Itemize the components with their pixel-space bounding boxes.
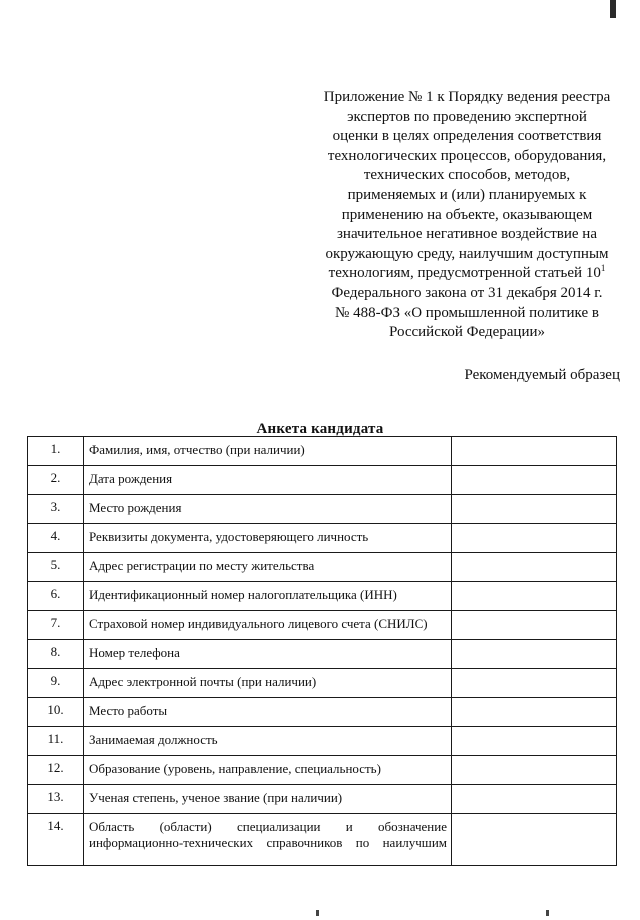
appendix-line: окружающую среду, наилучшим доступным xyxy=(325,245,609,262)
row-value-cell[interactable] xyxy=(452,582,617,611)
row-number: 10. xyxy=(28,698,84,727)
scan-speck xyxy=(316,910,319,916)
row-label: Страховой номер индивидуального лицевого счета (СНИЛС) xyxy=(84,611,452,640)
table-row xyxy=(28,611,617,640)
row-number: 2. xyxy=(28,466,84,495)
row-label: Ученая степень, ученое звание (при наличии) xyxy=(84,785,452,814)
row-value-cell[interactable] xyxy=(452,669,617,698)
appendix-line: применению на объекте, оказывающем xyxy=(341,206,593,223)
row-number: 1. xyxy=(28,437,84,466)
row-number: 3. xyxy=(28,495,84,524)
row-value-cell[interactable] xyxy=(452,785,617,814)
row-number: 14. xyxy=(28,814,84,866)
table-row xyxy=(28,669,617,698)
row-label: Адрес электронной почты (при наличии) xyxy=(84,669,452,698)
appendix-line-article xyxy=(306,264,628,284)
scan-speck xyxy=(546,910,549,916)
row-label: Место работы xyxy=(84,698,452,727)
row-label: Номер телефона xyxy=(84,640,452,669)
appendix-header xyxy=(306,88,628,343)
appendix-line: Приложение № 1 к Порядку ведения реестра xyxy=(323,89,611,105)
row-value-cell[interactable] xyxy=(452,553,617,582)
row-label-line: Область (области) специализации и обозначение xyxy=(89,819,447,834)
recommended-sample-label: Рекомендуемый образец xyxy=(464,367,620,383)
appendix-line: значительное негативное воздействие на xyxy=(337,226,597,243)
appendix-line: применяемых и (или) планируемых к xyxy=(347,186,587,203)
article-superscript: 1 xyxy=(600,263,606,274)
row-number: 9. xyxy=(28,669,84,698)
table-row xyxy=(28,698,617,727)
row-value-cell[interactable] xyxy=(452,698,617,727)
table-row xyxy=(28,495,617,524)
row-number: 5. xyxy=(28,553,84,582)
table-row xyxy=(28,727,617,756)
row-number: 7. xyxy=(28,611,84,640)
row-label: Место рождения xyxy=(84,495,452,524)
appendix-line-text: технологиям, предусмотренной статьей 10 xyxy=(328,265,601,282)
table-row xyxy=(28,640,617,669)
row-label-multiline xyxy=(84,814,452,866)
row-value-cell[interactable] xyxy=(452,495,617,524)
row-label: Дата рождения xyxy=(84,466,452,495)
row-number: 6. xyxy=(28,582,84,611)
table-row xyxy=(28,466,617,495)
appendix-line: № 488-ФЗ «О промышленной политике в xyxy=(335,304,599,321)
row-label: Занимаемая должность xyxy=(84,727,452,756)
row-number: 12. xyxy=(28,756,84,785)
row-value-cell[interactable] xyxy=(452,524,617,553)
table-row xyxy=(28,582,617,611)
row-label: Реквизиты документа, удостоверяющего личность xyxy=(84,524,452,553)
scan-edge-mark xyxy=(610,0,616,18)
candidate-form-table xyxy=(27,436,617,866)
row-number: 4. xyxy=(28,524,84,553)
row-label: Адрес регистрации по месту жительства xyxy=(84,553,452,582)
appendix-line: технологических процессов, оборудования, xyxy=(327,147,607,164)
row-label: Образование (уровень, направление, специальность) xyxy=(84,756,452,785)
appendix-line: оценки в целях определения соответствия xyxy=(332,128,602,145)
appendix-line: экспертов по проведению экспертной xyxy=(347,108,587,125)
row-label: Идентификационный номер налогоплательщика (ИНН) xyxy=(84,582,452,611)
row-label-line: информационно-технических справочников по наилучшим xyxy=(89,835,447,850)
form-title: Анкета кандидата xyxy=(256,421,384,437)
table-row xyxy=(28,756,617,785)
row-value-cell[interactable] xyxy=(452,640,617,669)
appendix-line: Федерального закона от 31 декабря 2014 г. xyxy=(331,284,603,301)
row-value-cell[interactable] xyxy=(452,814,617,866)
row-value-cell[interactable] xyxy=(452,437,617,466)
table-row xyxy=(28,814,617,866)
table-row xyxy=(28,437,617,466)
appendix-line: Российской Федерации» xyxy=(388,324,545,341)
row-value-cell[interactable] xyxy=(452,756,617,785)
row-value-cell[interactable] xyxy=(452,727,617,756)
row-number: 13. xyxy=(28,785,84,814)
table-row xyxy=(28,553,617,582)
row-number: 8. xyxy=(28,640,84,669)
appendix-line: технических способов, методов, xyxy=(363,167,571,184)
row-value-cell[interactable] xyxy=(452,466,617,495)
row-label: Фамилия, имя, отчество (при наличии) xyxy=(84,437,452,466)
row-value-cell[interactable] xyxy=(452,611,617,640)
table-row xyxy=(28,524,617,553)
row-number: 11. xyxy=(28,727,84,756)
table-row xyxy=(28,785,617,814)
